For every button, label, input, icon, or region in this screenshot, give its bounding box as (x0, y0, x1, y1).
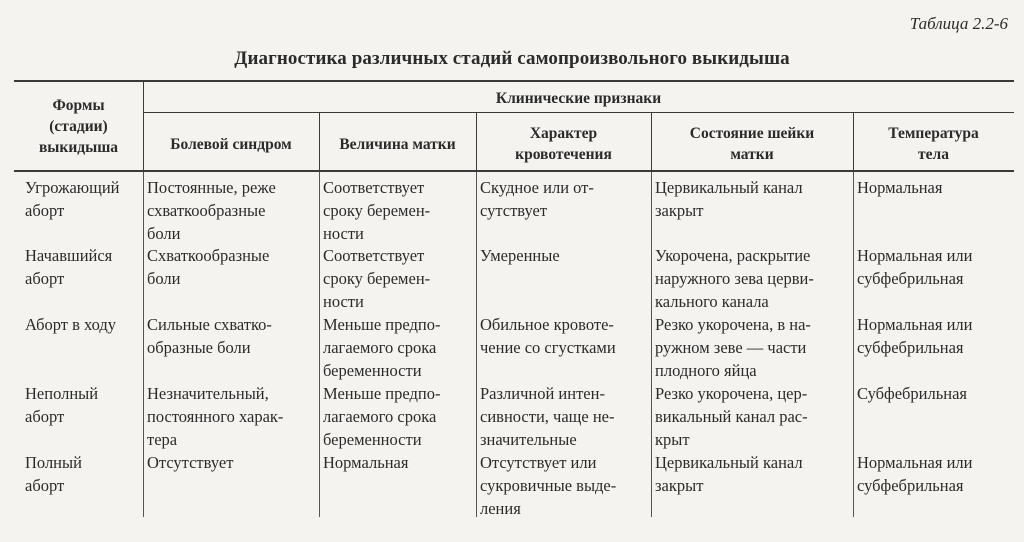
cell-form: Полный аборт (25, 453, 82, 495)
cell-uterus: Соответствует сроку беремен- ности (323, 246, 431, 311)
cell-cervix: Резко укорочена, цер- викальный канал рас- крыт (655, 384, 808, 449)
cell-bleeding: Умеренные (480, 246, 560, 265)
header-bottom-rule (14, 170, 1014, 172)
cell-temperature: Нормальная или субфебрильная (857, 246, 973, 288)
cell-bleeding: Различной интен- сивности, чаще не- значительные (480, 384, 615, 449)
cell-cervix: Укорочена, раскрытие наружного зева церви- кального канала (655, 246, 814, 311)
cell-form: Начавшийся аборт (25, 246, 113, 288)
cell-bleeding: Скудное или от- сутствует (480, 178, 594, 220)
header-bleeding: Характер кровотечения (515, 125, 612, 163)
cell-bleeding: Отсутствует или сукровичные выде- ления (480, 453, 617, 518)
header-clinical-signs: Клинические признаки (495, 90, 662, 107)
cell-uterus: Меньше предпо- лагаемого срока беременности (323, 384, 441, 449)
header-cervix: Состояние шейки матки (689, 125, 815, 163)
header-pain: Болевой синдром (170, 135, 292, 153)
cell-temperature: Нормальная или субфебрильная (857, 315, 973, 357)
cell-uterus: Меньше предпо- лагаемого срока беременности (323, 315, 441, 380)
cell-uterus: Нормальная (323, 453, 409, 472)
header-group-rule (143, 112, 1014, 113)
header-uterus: Величина матки (339, 135, 456, 153)
cell-form: Неполный аборт (25, 384, 99, 426)
cell-bleeding: Обильное кровоте- чение со сгустками (480, 315, 616, 357)
table-number: Таблица 2.2-6 (909, 14, 1008, 33)
header-forms: Формы (стадии) выкидыша (38, 97, 119, 156)
cell-pain: Схваткообразные боли (147, 246, 270, 288)
header-temperature: Температура тела (888, 125, 979, 163)
header-top-rule (14, 80, 1014, 82)
cell-pain: Постоянные, реже схваткообразные боли (147, 178, 276, 243)
cell-cervix: Цервикальный канал закрыт (655, 453, 803, 495)
table-title: Диагностика различных стадий самопроизвольного выкидыша (234, 48, 790, 69)
cell-pain: Незначительный, постоянного харак- тера (147, 384, 284, 449)
cell-uterus: Соответствует сроку беремен- ности (323, 178, 431, 243)
cell-cervix: Цервикальный канал закрыт (655, 178, 803, 220)
cell-pain: Отсутствует (147, 453, 234, 472)
cell-form: Аборт в ходу (25, 315, 117, 334)
cell-pain: Сильные схватко- образные боли (147, 315, 272, 357)
cell-temperature: Субфебрильная (857, 384, 968, 403)
cell-form: Угрожающий аборт (25, 178, 120, 220)
cell-cervix: Резко укорочена, в на- ружном зеве — части плодного яйца (655, 315, 811, 380)
cell-temperature: Нормальная (857, 178, 943, 197)
cell-temperature: Нормальная или субфебрильная (857, 453, 973, 495)
